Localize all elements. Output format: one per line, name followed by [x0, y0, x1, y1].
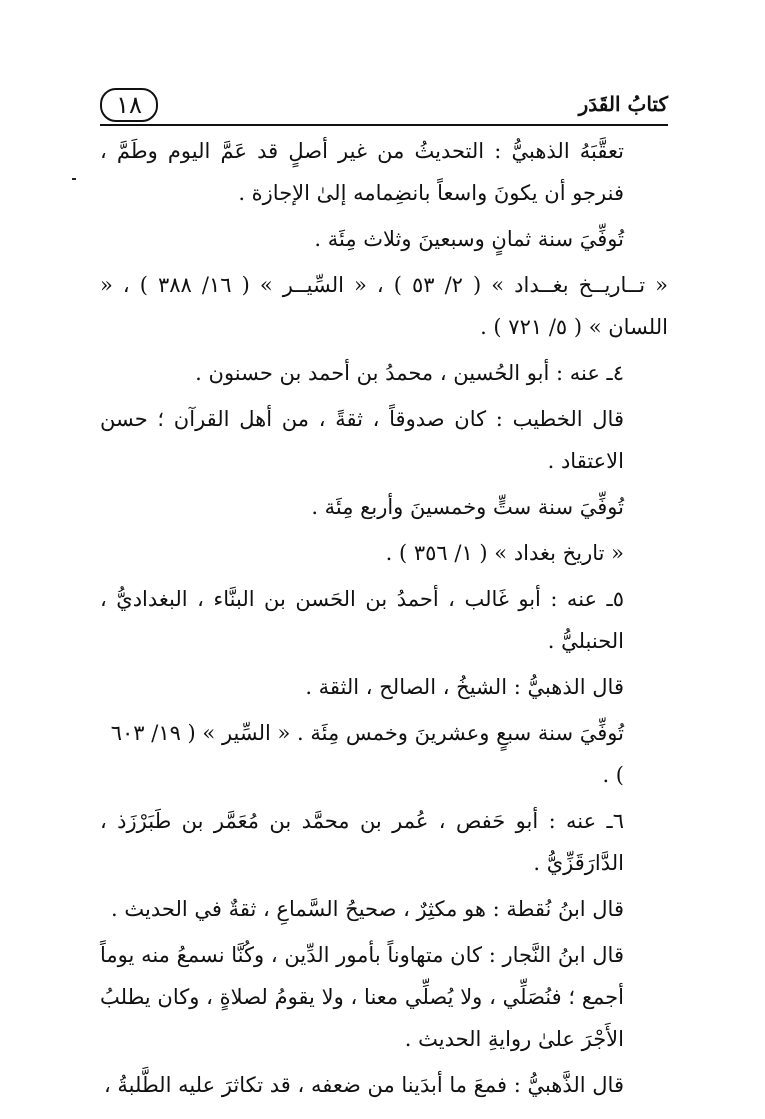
paragraph: قال الذهبيُّ : الشيخُ ، الصالح ، الثقة .	[305, 675, 624, 699]
paragraph: تُوفِّيَ سنة ثمانٍ وسبعينَ وثلاث مِئَة .	[314, 227, 624, 251]
paragraph: قال ابنُ النَّجار : كان متهاوناً بأمور الدِّين ، وكُنَّا نسمعُ منه يوماً أجمع ؛ فنُصَلِّي ، ولا يُصلِّي معنا ، ولا يقومُ لصلاةٍ ، وكان يطلبُ الأَجْرَ علىٰ روايةِ الحديث .	[100, 943, 624, 1051]
page-number: ١٨	[100, 88, 158, 122]
paragraph: تُوفِّيَ سنة ستٍّ وخمسينَ وأربع مِئَة .	[311, 495, 624, 519]
page-header	[100, 84, 668, 126]
narrator-entry: ٥ـ عنه : أبو غَالب ، أحمدُ بن الحَسن بن البنَّاء ، البغداديُّ ، الحنبليُّ .	[100, 587, 624, 653]
paragraph: تعقَّبَهُ الذهبيُّ : التحديثُ من غير أصلٍ قد عَمَّ اليوم وطَمَّ ، فنرجو أن يكونَ واسعاً بانضِمامه إلىٰ الإجازة .	[100, 139, 624, 205]
citation-paragraph: « تاريخ بغداد » ( ١/ ٣٥٦ ) .	[385, 541, 624, 565]
narrator-entry: ٤ـ عنه : أبو الحُسين ، محمدُ بن أحمد بن حسنون .	[195, 361, 624, 385]
paragraph: تُوفِّيَ سنة سبعٍ وعشرينَ وخمس مِئَة . « السِّير » ( ١٩/ ٦٠٣ ) .	[110, 721, 624, 787]
paragraph: قال الذَّهبيُّ : فمعَ ما أبدَينا من ضعفه ، قد تكاثرَ عليه الطَّلبةُ ،	[103, 1073, 624, 1097]
citation-paragraph: « تــاريــخ بغــداد » ( ٢/ ٥٣ ) ، « السِّيــر » ( ١٦/ ٣٨٨ ) ، « اللسان » ( ٥/ ٧٢١ ) .	[100, 273, 668, 339]
page-body	[100, 130, 668, 1110]
narrator-entry: ٦ـ عنه : أبو حَفص ، عُمر بن محمَّد بن مُعَمَّر بن طَبَرْزَذ ، الدَّارَقَزِّيُّ .	[100, 809, 624, 875]
margin-mark	[72, 178, 76, 180]
book-title: كتابُ القَدَر	[578, 92, 668, 116]
paragraph: قال ابنُ نُقطة : هو مكثِرٌ ، صحيحُ السَّماعِ ، ثقةٌ في الحديث .	[111, 897, 624, 921]
paragraph: قال الخطيب : كان صدوقاً ، ثقةً ، من أهل القرآن ؛ حسن الاعتقاد .	[100, 407, 624, 473]
